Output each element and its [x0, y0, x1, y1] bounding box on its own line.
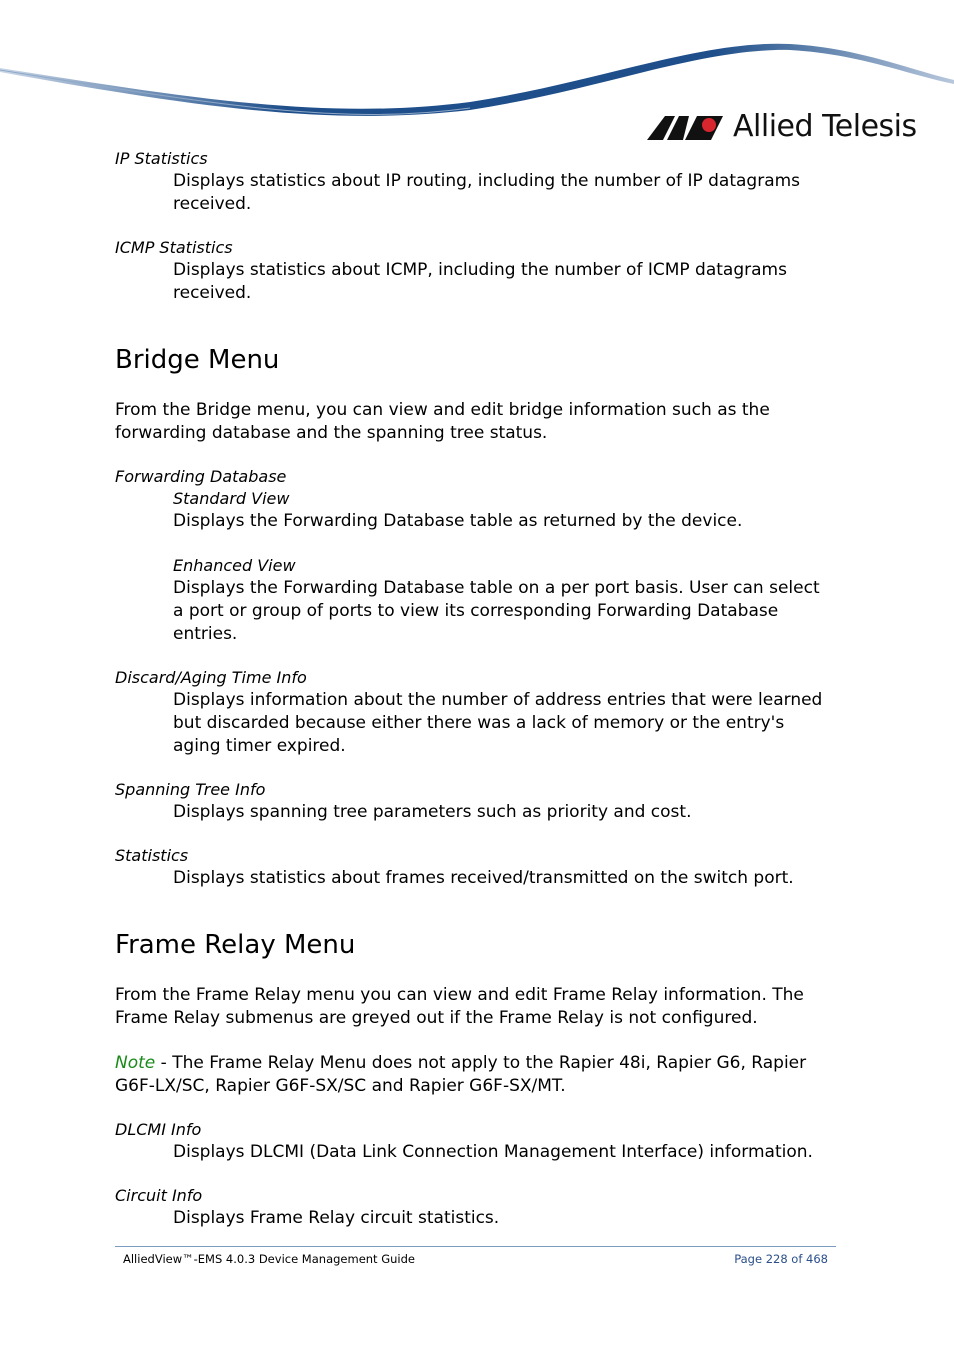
frame-relay-note	[115, 1052, 835, 1098]
item-title: Forwarding Database	[115, 467, 287, 486]
page-content	[115, 148, 835, 1251]
logo-text: Allied Telesis	[733, 109, 917, 144]
logo-mark-icon	[645, 110, 725, 146]
footer-rule	[115, 1246, 836, 1247]
spanning-tree-item	[115, 779, 835, 824]
item-desc: Displays information about the number of address entries that were learned but discarded because either there was a lack of memory or the entry's aging timer expired.	[173, 690, 823, 756]
item-title: IP Statistics	[115, 149, 208, 168]
item-desc: Displays statistics about IP routing, including the number of IP datagrams received.	[173, 171, 801, 214]
item-desc: Displays spanning tree parameters such as priority and cost.	[173, 802, 692, 822]
item-title: Statistics	[115, 846, 189, 865]
item-desc: Displays statistics about frames received/transmitted on the switch port.	[173, 868, 794, 888]
allied-telesis-logo	[645, 108, 917, 148]
item-desc: Displays DLCMI (Data Link Connection Management Interface) information.	[173, 1142, 813, 1162]
dlcmi-info-item	[115, 1119, 835, 1164]
item-title: Spanning Tree Info	[115, 780, 266, 799]
ip-statistics-item	[115, 148, 835, 216]
circuit-info-item	[115, 1185, 835, 1230]
item-desc: Displays the Forwarding Database table as returned by the device.	[173, 511, 743, 531]
sub-title: Enhanced View	[173, 556, 296, 575]
item-desc: Displays Frame Relay circuit statistics.	[173, 1208, 500, 1228]
discard-aging-item	[115, 667, 835, 758]
forwarding-database-item	[115, 466, 835, 646]
item-title: ICMP Statistics	[115, 238, 233, 257]
item-desc: Displays statistics about ICMP, including the number of ICMP datagrams received.	[173, 260, 787, 303]
bridge-statistics-item	[115, 845, 835, 890]
footer-page-number: Page 228 of 468	[734, 1252, 828, 1266]
sub-title: Standard View	[173, 489, 290, 508]
bridge-menu-heading: Bridge Menu	[115, 345, 280, 375]
item-title: Circuit Info	[115, 1186, 203, 1205]
item-title: Discard/Aging Time Info	[115, 668, 307, 687]
note-label: Note	[115, 1053, 156, 1073]
frame-relay-intro: From the Frame Relay menu you can view and edit Frame Relay information. The Frame Relay submenus are greyed out if the Frame Relay is not configured.	[115, 985, 804, 1028]
bridge-intro: From the Bridge menu, you can view and edit bridge information such as the forwarding database and the spanning tree status.	[115, 400, 770, 443]
icmp-statistics-item	[115, 237, 835, 305]
footer-document-title: AlliedView™-EMS 4.0.3 Device Management Guide	[123, 1252, 415, 1266]
frame-relay-menu-heading: Frame Relay Menu	[115, 930, 356, 960]
item-desc: Displays the Forwarding Database table on a per port basis. User can select a port or group of ports to view its corresponding Forwarding Database entries.	[173, 578, 820, 644]
item-title: DLCMI Info	[115, 1120, 202, 1139]
note-text: - The Frame Relay Menu does not apply to the Rapier 48i, Rapier G6, Rapier G6F-LX/SC, Rapier G6F-SX/SC and Rapier G6F-SX/MT.	[115, 1053, 807, 1096]
